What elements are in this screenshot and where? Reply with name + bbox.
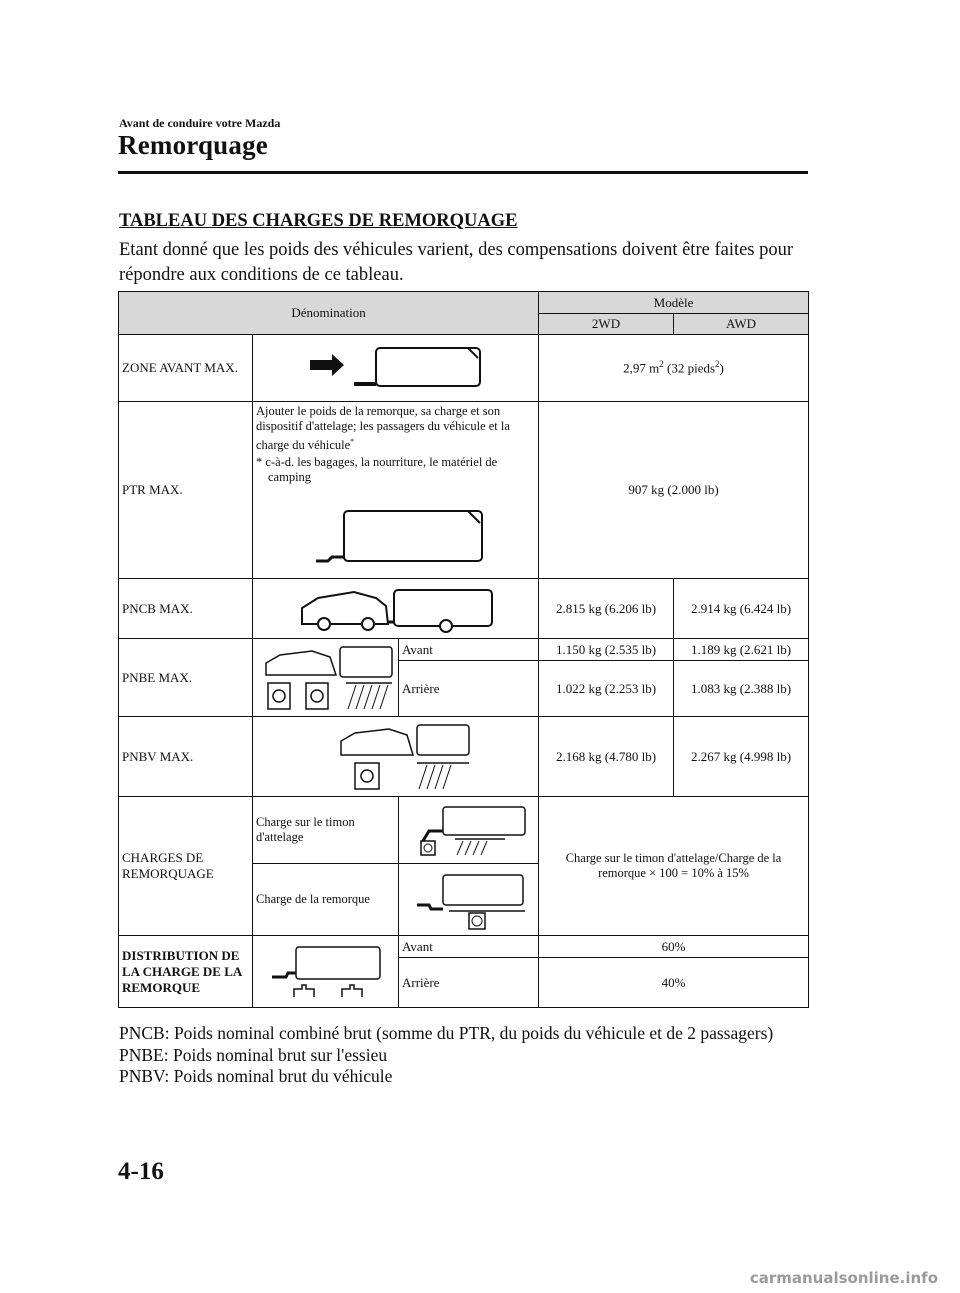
note-pnbv: PNBV: Poids nominal brut du véhicule [119,1066,393,1086]
row-label-distribution: DISTRIBUTION DE LA CHARGE DE LA REMORQUE [119,936,253,1008]
note-pncb: PNCB: Poids nominal combiné brut (somme du PTR, du poids du véhicule et de 2 passagers) [119,1023,774,1043]
tongue-load-illustration [399,797,539,864]
pncb-2wd: 2.815 kg (6.206 lb) [539,579,674,639]
zone-value: 2,97 $m^2$ (32 pieds$^2$) [539,335,809,402]
charges-formula: Charge sur le timon d'attelage/Charge de la remorque × 100 = 10% à 15% [539,797,809,936]
page-number: 4-16 [118,1158,164,1185]
distribution-rear-label: Arrière [399,958,539,1008]
tongue-scale-icon [409,801,529,859]
pnbe-front-2wd: 1.150 kg (2.535 lb) [539,639,674,661]
abbreviation-notes [119,1023,819,1088]
pnbe-illustration [253,639,399,717]
ptr-description-cell [253,402,539,579]
row-label-charges: CHARGES DE REMORQUAGE [119,797,253,936]
load-distribution-icon [266,943,386,1001]
header-awd: AWD [674,314,809,335]
vehicle-scale-icon [333,721,473,793]
pnbv-awd: 2.267 kg (4.998 lb) [674,717,809,797]
row-label-pncb: PNCB MAX. [119,579,253,639]
row-label-pnbe: PNBE MAX. [119,639,253,717]
ptr-footnote: * c-à-d. les bagages, la nourriture, le matériel de camping [256,455,498,485]
row-label-ptr: PTR MAX. [119,402,253,579]
distribution-front-label: Avant [399,936,539,958]
section-title: Remorquage [118,130,268,160]
pnbe-rear-label: Arrière [399,661,539,717]
towing-load-table [118,291,809,1008]
intro-paragraph: Etant donné que les poids des véhicules varient, des compensations doivent être faites pour répondre aux conditions de ce tableau. [119,240,794,285]
row-label-pnbv: PNBV MAX. [119,717,253,797]
header-model: Modèle [539,292,809,314]
trailer-icon [306,505,486,569]
ptr-value: 907 kg (2.000 lb) [539,402,809,579]
zone-illustration [253,335,539,402]
trailer-frontal-area-icon [306,344,486,392]
trailer-load-illustration [399,864,539,936]
charges-trailer-label: Charge de la remorque [253,864,399,936]
trailer-scale-icon [409,869,529,931]
row-label-zone: ZONE AVANT MAX. [119,335,253,402]
header-rule [118,171,808,174]
header-2wd: 2WD [539,314,674,335]
pnbv-2wd: 2.168 kg (4.780 lb) [539,717,674,797]
axle-scale-icon [256,641,396,715]
charges-tongue-label: Charge sur le timon d'attelage [253,797,399,864]
distribution-rear-value: 40% [539,958,809,1008]
pnbv-illustration [253,717,539,797]
pnbe-front-awd: 1.189 kg (2.621 lb) [674,639,809,661]
ptr-description: Ajouter le poids de la remorque, sa charge et son dispositif d'attelage; les passagers du véhicule et la charge du véhicule* [256,404,510,453]
car-with-trailer-icon [296,584,496,634]
header-denomination: Dénomination [119,292,539,335]
pncb-awd: 2.914 kg (6.424 lb) [674,579,809,639]
pnbe-rear-2wd: 1.022 kg (2.253 lb) [539,661,674,717]
note-pnbe: PNBE: Poids nominal brut sur l'essieu [119,1044,388,1065]
distribution-front-value: 60% [539,936,809,958]
chapter-title: Avant de conduire votre Mazda [119,116,281,130]
pnbe-front-label: Avant [399,639,539,661]
pncb-illustration [253,579,539,639]
table-heading: TABLEAU DES CHARGES DE REMORQUAGE [119,211,518,231]
distribution-illustration [253,936,399,1008]
pnbe-rear-awd: 1.083 kg (2.388 lb) [674,661,809,717]
watermark: carmanualsonline.info [749,1269,938,1287]
